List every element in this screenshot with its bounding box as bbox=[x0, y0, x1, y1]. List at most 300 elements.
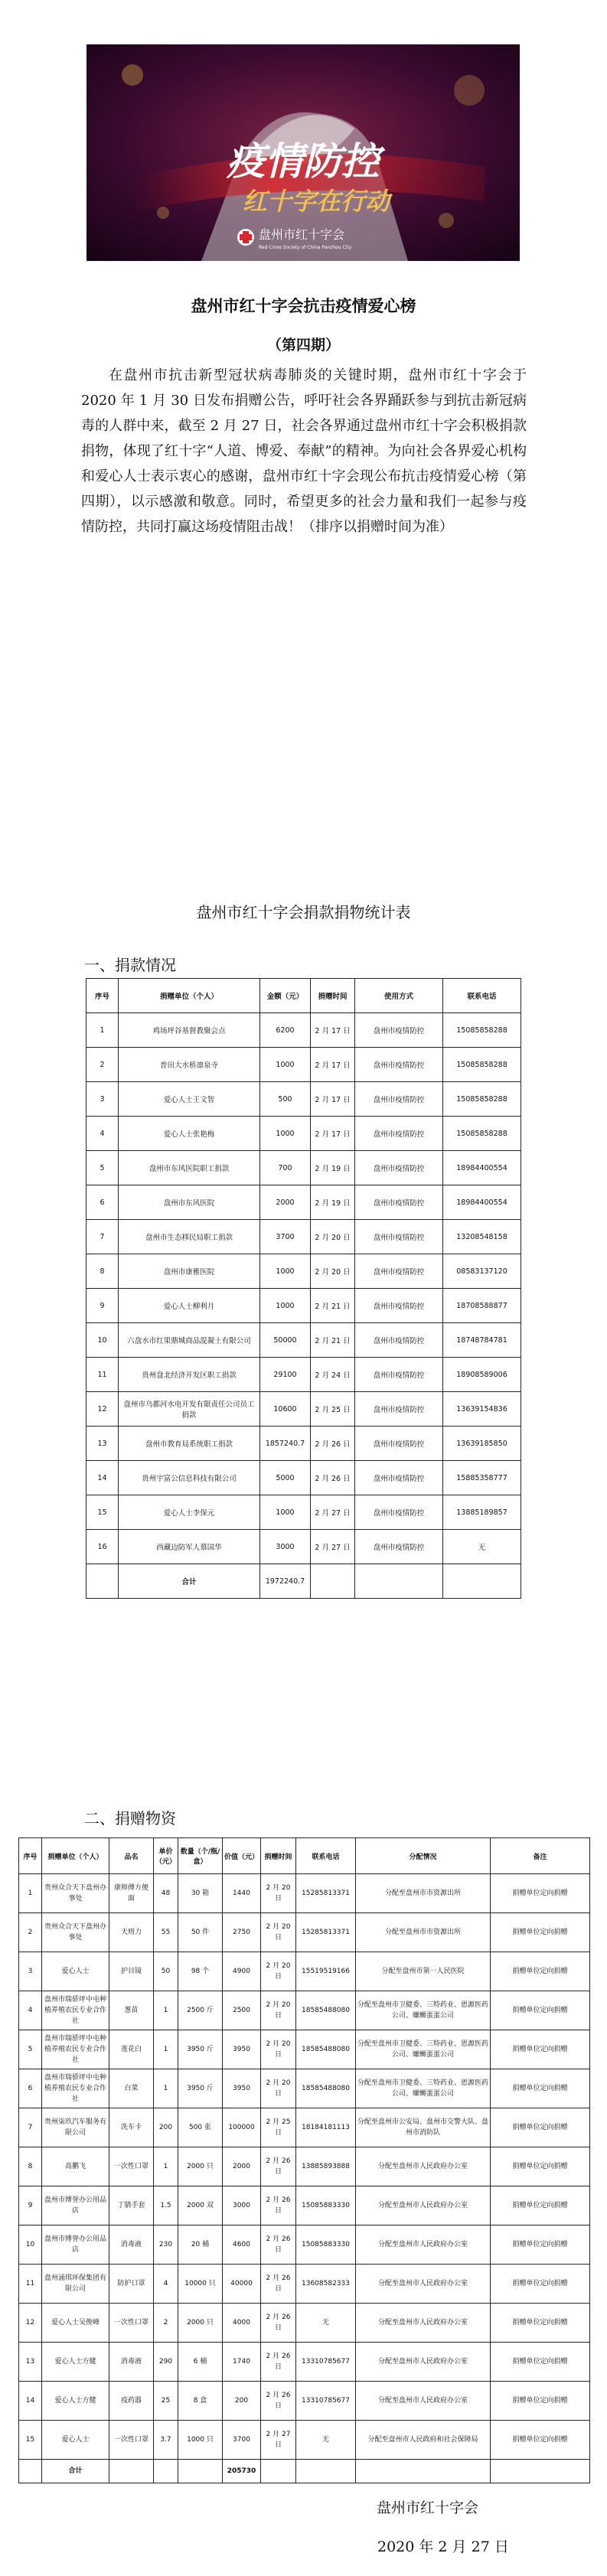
table-row bbox=[19, 1874, 590, 1913]
materials-table bbox=[18, 1837, 590, 2483]
table-cell: 2 月 26 日 bbox=[261, 2225, 296, 2265]
table-cell: 2 月 20 日 bbox=[311, 1220, 355, 1254]
table-row bbox=[19, 1991, 590, 2030]
table-cell: 2 月 25 日 bbox=[261, 2108, 296, 2147]
table-cell: 盘州市疫情防控 bbox=[355, 1082, 443, 1117]
table-cell: 5 bbox=[86, 1151, 119, 1185]
table-cell: 4000 bbox=[223, 2304, 261, 2343]
header-banner bbox=[86, 44, 520, 261]
table-cell: 普田大水桥凛泉寺 bbox=[119, 1048, 260, 1082]
table-cell: 18908589006 bbox=[443, 1358, 521, 1392]
table-cell: 捐赠单位定向捐赠 bbox=[491, 1913, 590, 1952]
table-cell: 分配至盘州市卫健委、三特药业、恩源医药公司、螺蛳蛋蛋公司 bbox=[356, 2069, 491, 2108]
table-cell: 13310785677 bbox=[296, 2343, 356, 2382]
table-row bbox=[19, 2421, 590, 2460]
table-cell: 洗车卡 bbox=[109, 2108, 154, 2147]
table-cell: 2 月 26 日 bbox=[261, 2304, 296, 2343]
banner-org-name: 盘州市红十字会 bbox=[259, 227, 345, 242]
table-cell: 葱苗 bbox=[109, 1991, 154, 2030]
table-cell: 盘州市疫情防控 bbox=[355, 1358, 443, 1392]
table-cell: 3700 bbox=[260, 1220, 311, 1254]
table-cell: 捐赠单位定向捐赠 bbox=[491, 2421, 590, 2460]
table-cell: 2 月 25 日 bbox=[311, 1392, 355, 1427]
table-row bbox=[86, 1358, 521, 1392]
table-cell: 分配至盘州市卫健委、三特药业、恩源医药公司、螺蛳蛋蛋公司 bbox=[356, 1991, 491, 2030]
table-cell: 2000 只 bbox=[178, 2147, 223, 2186]
table-cell: 500 张 bbox=[178, 2108, 223, 2147]
table-cell: 10600 bbox=[260, 1392, 311, 1427]
table-cell: 2 月 27 日 bbox=[261, 2421, 296, 2460]
table-cell: 捐赠单位定向捐赠 bbox=[491, 2147, 590, 2186]
table-cell: 贵州宇富公信息科技有限公司 bbox=[119, 1461, 260, 1495]
table-cell: 2000 bbox=[260, 1185, 311, 1220]
table-cell: 10 bbox=[19, 2225, 42, 2265]
table-row bbox=[86, 1185, 521, 1220]
table-cell: 1440 bbox=[223, 1874, 261, 1913]
table-cell: 盘州市教育局系统职工捐款 bbox=[119, 1427, 260, 1461]
table-cell: 1000 bbox=[260, 1289, 311, 1323]
table-cell: 2 月 26 日 bbox=[261, 2343, 296, 2382]
table-cell: 20 桶 bbox=[178, 2225, 223, 2265]
table-cell: 6 桶 bbox=[178, 2343, 223, 2382]
column-header: 捐赠单位（个人） bbox=[119, 979, 260, 1013]
table-cell: 230 bbox=[154, 2225, 178, 2265]
table-cell: 贵州众合天下盘州办事处 bbox=[42, 1913, 109, 1952]
table-cell: 2 月 20 日 bbox=[261, 1991, 296, 2030]
table-cell: 16 bbox=[86, 1530, 119, 1564]
table-cell: 15085858288 bbox=[443, 1013, 521, 1048]
table-cell: 2 bbox=[154, 2304, 178, 2343]
table-cell: 15085858288 bbox=[443, 1048, 521, 1082]
table-row bbox=[86, 1289, 521, 1323]
table-cell: 1 bbox=[154, 2030, 178, 2069]
banner-sub-text: 红十字在行动 bbox=[242, 187, 390, 216]
table-cell: 2 月 26 日 bbox=[311, 1461, 355, 1495]
table-cell: 盘州市疫情防控 bbox=[355, 1117, 443, 1151]
table-cell: 1 bbox=[86, 1013, 119, 1048]
table-cell: 5000 bbox=[260, 1461, 311, 1495]
table-cell: 3950 斤 bbox=[178, 2030, 223, 2069]
table-cell: 4 bbox=[86, 1117, 119, 1151]
table-row bbox=[86, 1323, 521, 1358]
table-cell: 盘州市疫情防控 bbox=[355, 1013, 443, 1048]
total-row bbox=[86, 1564, 521, 1599]
table-cell: 盘州市疫情防控 bbox=[355, 1323, 443, 1358]
table-cell: 12 bbox=[86, 1392, 119, 1427]
table-row bbox=[86, 1530, 521, 1564]
table-cell: 1.5 bbox=[154, 2186, 178, 2225]
table-cell bbox=[86, 1564, 119, 1599]
table-cell: 康师傅方便面 bbox=[109, 1874, 154, 1913]
table-cell: 48 bbox=[154, 1874, 178, 1913]
banner-org-name-en: Red Cross Society of China Panzhou City bbox=[259, 245, 352, 250]
table-cell: 15085858288 bbox=[443, 1082, 521, 1117]
table-cell: 防护口罩 bbox=[109, 2265, 154, 2304]
table-cell: 贵州柒玖汽车服务有限公司 bbox=[42, 2108, 109, 2147]
table-cell: 爱心人士李保元 bbox=[119, 1495, 260, 1530]
table-cell: 分配至盘州市人民政府和社会保障局 bbox=[356, 2421, 491, 2460]
table-cell: 14 bbox=[19, 2382, 42, 2421]
table-cell: 捐赠单位定向捐赠 bbox=[491, 2069, 590, 2108]
table-cell: 3 bbox=[19, 1952, 42, 1991]
table-row bbox=[19, 1952, 590, 1991]
table-cell: 18585488080 bbox=[296, 1991, 356, 2030]
table-cell: 15085883330 bbox=[296, 2225, 356, 2265]
table-cell: 290 bbox=[154, 2343, 178, 2382]
column-header: 价值（元） bbox=[223, 1838, 261, 1874]
column-header: 捐赠单位（个人） bbox=[42, 1838, 109, 1874]
table-header-row bbox=[19, 1838, 590, 1874]
table-cell: 盘州市东风医院职工捐款 bbox=[119, 1151, 260, 1185]
table-cell: 捐赠单位定向捐赠 bbox=[491, 1874, 590, 1913]
table-cell: 盘州市疫情防控 bbox=[355, 1185, 443, 1220]
table-cell bbox=[19, 2460, 42, 2483]
table-cell: 分配至盘州市人民政府办公室 bbox=[356, 2304, 491, 2343]
table-cell: 捐赠单位定向捐赠 bbox=[491, 1952, 590, 1991]
table-cell: 2 bbox=[19, 1913, 42, 1952]
table-cell: 18184181113 bbox=[296, 2108, 356, 2147]
table-cell: 2 月 17 日 bbox=[311, 1013, 355, 1048]
table-cell: 4 bbox=[154, 2265, 178, 2304]
table-cell: 50 件 bbox=[178, 1913, 223, 1952]
column-header: 备注 bbox=[491, 1838, 590, 1874]
table-cell: 消毒液 bbox=[109, 2343, 154, 2382]
table-cell: 盘州市疫情防控 bbox=[355, 1530, 443, 1564]
table-cell: 3 bbox=[86, 1082, 119, 1117]
table-cell: 分配至盘州市人民政府办公室 bbox=[356, 2225, 491, 2265]
table-cell: 贵州盘北经济开发区职工捐款 bbox=[119, 1358, 260, 1392]
table-cell: 分配至盘州市人民政府办公室 bbox=[356, 2265, 491, 2304]
table-cell: 18708588877 bbox=[443, 1289, 521, 1323]
column-header: 单价（元） bbox=[154, 1838, 178, 1874]
banner-artwork bbox=[86, 44, 520, 261]
table-cell: 盘州涌琪环保集团有限公司 bbox=[42, 2265, 109, 2304]
table-cell: 200 bbox=[154, 2108, 178, 2147]
table-cell: 7 bbox=[19, 2108, 42, 2147]
table-cell: 一次性口罩 bbox=[109, 2147, 154, 2186]
table-cell: 2 bbox=[86, 1048, 119, 1082]
table-cell: 分配至盘州市第一人民医院 bbox=[356, 1952, 491, 1991]
table-cell: 捐赠单位定向捐赠 bbox=[491, 2030, 590, 2069]
section-heading-donations: 一、捐款情况 bbox=[84, 956, 176, 974]
table-cell: 13 bbox=[86, 1427, 119, 1461]
column-header: 分配情况 bbox=[356, 1838, 491, 1874]
table-row bbox=[86, 1220, 521, 1254]
table-cell: 捐赠单位定向捐赠 bbox=[491, 2382, 590, 2421]
table-cell: 18585488080 bbox=[296, 2069, 356, 2108]
table-cell: 9 bbox=[19, 2186, 42, 2225]
table-cell: 15885358777 bbox=[443, 1461, 521, 1495]
table-cell: 6 bbox=[19, 2069, 42, 2108]
table-cell: 捐赠单位定向捐赠 bbox=[491, 2186, 590, 2225]
table-row bbox=[19, 2069, 590, 2108]
table-cell: 15285813371 bbox=[296, 1913, 356, 1952]
table-cell: 2 月 26 日 bbox=[261, 2147, 296, 2186]
table-cell: 13 bbox=[19, 2343, 42, 2382]
table-cell: 3950 bbox=[223, 2069, 261, 2108]
total-label: 合计 bbox=[119, 1564, 260, 1599]
table-cell: 盘州市瑞骄坪中屯种植养殖农民专业合作社 bbox=[42, 2069, 109, 2108]
table-cell: 2 月 20 日 bbox=[261, 2030, 296, 2069]
table-cell: 盘州市疫情防控 bbox=[355, 1289, 443, 1323]
table-cell: 2000 bbox=[223, 2147, 261, 2186]
table-cell: 分配至盘州市市资源出所 bbox=[356, 1874, 491, 1913]
banner-main-text: 疫情防控 bbox=[227, 139, 380, 184]
column-header: 品名 bbox=[109, 1838, 154, 1874]
statistics-title: 盘州市红十字会捐款捐物统计表 bbox=[196, 903, 411, 921]
table-cell: 疫药器 bbox=[109, 2382, 154, 2421]
table-cell: 2 月 27 日 bbox=[311, 1530, 355, 1564]
table-cell: 分配至盘州市公安局、盘州市交警大队、盘州市消防队 bbox=[356, 2108, 491, 2147]
table-cell: 4 bbox=[19, 1991, 42, 2030]
table-cell bbox=[178, 2460, 223, 2483]
table-cell: 2000 只 bbox=[178, 2304, 223, 2343]
table-cell: 15 bbox=[19, 2421, 42, 2460]
table-cell: 10 bbox=[86, 1323, 119, 1358]
table-cell: 30 箱 bbox=[178, 1874, 223, 1913]
table-cell: 2 月 21 日 bbox=[311, 1289, 355, 1323]
table-cell: 15085858288 bbox=[443, 1117, 521, 1151]
table-cell: 1000 bbox=[260, 1495, 311, 1530]
table-cell: 盘州市瑞骄坪中屯种植养殖农民专业合作社 bbox=[42, 2030, 109, 2069]
table-row bbox=[86, 1082, 521, 1117]
table-cell: 13208548158 bbox=[443, 1220, 521, 1254]
table-cell: 盘州市疫情防控 bbox=[355, 1220, 443, 1254]
table-cell: 25 bbox=[154, 2382, 178, 2421]
table-cell: 2 月 20 日 bbox=[261, 1874, 296, 1913]
table-cell: 无 bbox=[296, 2304, 356, 2343]
table-cell: 2 月 20 日 bbox=[261, 1952, 296, 1991]
table-cell: 15285813371 bbox=[296, 1874, 356, 1913]
table-row bbox=[19, 2147, 590, 2186]
table-cell: 14 bbox=[86, 1461, 119, 1495]
signature-org: 盘州市红十字会 bbox=[377, 2499, 479, 2516]
table-cell: 18585488080 bbox=[296, 2030, 356, 2069]
table-cell: 50000 bbox=[260, 1323, 311, 1358]
table-row bbox=[19, 1913, 590, 1952]
table-cell: 爱心人士 bbox=[42, 2421, 109, 2460]
table-cell: 18748784781 bbox=[443, 1323, 521, 1358]
total-value: 205730 bbox=[223, 2460, 261, 2483]
table-cell: 3000 bbox=[260, 1530, 311, 1564]
total-label: 合计 bbox=[42, 2460, 109, 2483]
table-cell: 爱心人士吴俊峰 bbox=[42, 2304, 109, 2343]
table-row bbox=[19, 2343, 590, 2382]
table-row bbox=[86, 1013, 521, 1048]
table-cell: 11 bbox=[19, 2265, 42, 2304]
table-cell: 分配至盘州市人民政府办公室 bbox=[356, 2382, 491, 2421]
table-cell: 1000 bbox=[260, 1117, 311, 1151]
table-row bbox=[86, 1427, 521, 1461]
column-header: 使用方式 bbox=[355, 979, 443, 1013]
table-cell: 盘州市东风医院 bbox=[119, 1185, 260, 1220]
table-cell: 盘州市疫情防控 bbox=[355, 1427, 443, 1461]
table-cell: 29100 bbox=[260, 1358, 311, 1392]
table-cell: 55 bbox=[154, 1913, 178, 1952]
table-cell: 一次性口罩 bbox=[109, 2304, 154, 2343]
table-cell: 分配至盘州市人民政府办公室 bbox=[356, 2186, 491, 2225]
table-cell: 50 bbox=[154, 1952, 178, 1991]
table-row bbox=[86, 1048, 521, 1082]
table-cell: 2 月 19 日 bbox=[311, 1185, 355, 1220]
table-row bbox=[19, 2382, 590, 2421]
table-cell bbox=[443, 1564, 521, 1599]
table-cell: 无 bbox=[443, 1530, 521, 1564]
table-cell: 盘州市乌都河水电开发有限责任公司员工捐款 bbox=[119, 1392, 260, 1427]
table-cell: 2750 bbox=[223, 1913, 261, 1952]
table-cell: 盘州市疫情防控 bbox=[355, 1461, 443, 1495]
table-cell: 贵州众合天下盘州办事处 bbox=[42, 1874, 109, 1913]
table-row bbox=[86, 1461, 521, 1495]
table-cell: 1000 只 bbox=[178, 2421, 223, 2460]
table-cell: 8 bbox=[19, 2147, 42, 2186]
page-subtitle: （第四期） bbox=[266, 337, 340, 354]
table-cell: 1857240.7 bbox=[260, 1427, 311, 1461]
table-cell: 天则力 bbox=[109, 1913, 154, 1952]
table-cell: 700 bbox=[260, 1151, 311, 1185]
column-header: 捐赠时间 bbox=[261, 1838, 296, 1874]
column-header: 捐赠时间 bbox=[311, 979, 355, 1013]
table-row bbox=[86, 1392, 521, 1427]
donation-table bbox=[86, 978, 521, 1599]
table-cell: 1 bbox=[154, 1991, 178, 2030]
table-cell: 一次性口罩 bbox=[109, 2421, 154, 2460]
table-cell bbox=[261, 2460, 296, 2483]
table-cell: 爱心人士王文智 bbox=[119, 1082, 260, 1117]
table-row bbox=[19, 2225, 590, 2265]
table-cell: 7 bbox=[86, 1220, 119, 1254]
table-cell: 500 bbox=[260, 1082, 311, 1117]
red-cross-logo-icon bbox=[237, 229, 254, 246]
table-cell: 15085883330 bbox=[296, 2186, 356, 2225]
signature-date: 2020 年 2 月 27 日 bbox=[377, 2539, 509, 2555]
column-header: 联系电话 bbox=[296, 1838, 356, 1874]
page-title: 盘州市红十字会抗击疫情爱心榜 bbox=[191, 296, 416, 315]
table-cell: 98 个 bbox=[178, 1952, 223, 1991]
table-cell: 1 bbox=[19, 1874, 42, 1913]
table-cell: 2 月 17 日 bbox=[311, 1048, 355, 1082]
table-cell: 13639185850 bbox=[443, 1427, 521, 1461]
table-cell: 18984400554 bbox=[443, 1185, 521, 1220]
table-cell: 盘州市疫情防控 bbox=[355, 1048, 443, 1082]
table-cell: 2000 双 bbox=[178, 2186, 223, 2225]
table-cell: 无 bbox=[296, 2421, 356, 2460]
table-cell: 2 月 26 日 bbox=[261, 2186, 296, 2225]
table-cell: 盘州市瑞骄坪中屯种植养殖农民专业合作社 bbox=[42, 1991, 109, 2030]
table-cell: 3700 bbox=[223, 2421, 261, 2460]
table-row bbox=[86, 1151, 521, 1185]
intro-paragraph: 在盘州市抗击新型冠状病毒肺炎的关键时期，盘州市红十字会于 2020 年 1 月 30 日发布捐赠公告，呼吁社会各界踊跃参与到抗击新冠病毒的人群中来，截至 2 月 27 日，社会各界通过盘州市红十字会积极捐款捐物，体现了红十字“人道、博爱、奉献”的精神。为向社会各界爱心机构和爱心人士表示衷心的感谢，盘州市红十字会现公布抗击疫情爱心榜（第四期），以示感激和敬意。同时，希望更多的社会力量和我们一起参与疫情防控，共同打赢这场疫情阻击战！（排序以捐赠时间为准） bbox=[81, 367, 527, 535]
table-cell bbox=[109, 2460, 154, 2483]
table-cell bbox=[355, 1564, 443, 1599]
table-cell bbox=[296, 2460, 356, 2483]
table-cell: 4900 bbox=[223, 1952, 261, 1991]
table-cell: 爱心人士方健 bbox=[42, 2382, 109, 2421]
table-cell: 高鹏飞 bbox=[42, 2147, 109, 2186]
table-cell: 15 bbox=[86, 1495, 119, 1530]
table-cell: 盘州市疫情防控 bbox=[355, 1495, 443, 1530]
column-header: 联系电话 bbox=[443, 979, 521, 1013]
table-cell: 护目镜 bbox=[109, 1952, 154, 1991]
table-cell: 白菜 bbox=[109, 2069, 154, 2108]
column-header: 序号 bbox=[86, 979, 119, 1013]
table-cell: 13608582333 bbox=[296, 2265, 356, 2304]
table-row bbox=[19, 2030, 590, 2069]
table-cell bbox=[154, 2460, 178, 2483]
table-cell: 2 月 26 日 bbox=[311, 1427, 355, 1461]
table-cell: 6200 bbox=[260, 1013, 311, 1048]
table-cell: 西藏边防军人慕国华 bbox=[119, 1530, 260, 1564]
table-cell: 莲花白 bbox=[109, 2030, 154, 2069]
table-cell: 13885893888 bbox=[296, 2147, 356, 2186]
table-cell: 盘州市生态移民局职工捐款 bbox=[119, 1220, 260, 1254]
table-cell bbox=[311, 1564, 355, 1599]
table-cell: 爱心人士张艳梅 bbox=[119, 1117, 260, 1151]
table-cell: 爱心人士方健 bbox=[42, 2343, 109, 2382]
table-cell: 盘州市疫情防控 bbox=[355, 1151, 443, 1185]
table-cell: 40000 bbox=[223, 2265, 261, 2304]
table-cell: 3.7 bbox=[154, 2421, 178, 2460]
table-cell: 200 bbox=[223, 2382, 261, 2421]
table-cell: 11 bbox=[86, 1358, 119, 1392]
table-cell: 捐赠单位定向捐赠 bbox=[491, 2304, 590, 2343]
table-row bbox=[19, 2265, 590, 2304]
table-cell: 3950 bbox=[223, 2030, 261, 2069]
table-cell: 捐赠单位定向捐赠 bbox=[491, 1991, 590, 2030]
table-cell: 2 月 20 日 bbox=[261, 1913, 296, 1952]
table-cell: 13639154836 bbox=[443, 1392, 521, 1427]
column-header: 金额（元） bbox=[260, 979, 311, 1013]
table-cell: 2 月 26 日 bbox=[261, 2382, 296, 2421]
table-cell: 13885189857 bbox=[443, 1495, 521, 1530]
table-cell: 爱心人士 bbox=[42, 1952, 109, 1991]
table-cell: 丁腈手套 bbox=[109, 2186, 154, 2225]
table-cell: 2500 bbox=[223, 1991, 261, 2030]
table-cell: 2 月 20 日 bbox=[311, 1254, 355, 1289]
table-cell: 捐赠单位定向捐赠 bbox=[491, 2108, 590, 2147]
table-cell: 10000 只 bbox=[178, 2265, 223, 2304]
column-header: 序号 bbox=[19, 1838, 42, 1874]
table-cell: 分配至盘州市人民政府办公室 bbox=[356, 2147, 491, 2186]
table-cell: 2 月 17 日 bbox=[311, 1117, 355, 1151]
table-cell: 1000 bbox=[260, 1254, 311, 1289]
total-value: 1972240.7 bbox=[260, 1564, 311, 1599]
table-cell: 1 bbox=[154, 2069, 178, 2108]
table-row bbox=[19, 2304, 590, 2343]
table-cell: 8 盒 bbox=[178, 2382, 223, 2421]
table-cell bbox=[356, 2460, 491, 2483]
table-cell: 盘州市疫情防控 bbox=[355, 1392, 443, 1427]
table-cell: 4600 bbox=[223, 2225, 261, 2265]
table-cell: 1 bbox=[154, 2147, 178, 2186]
table-cell: 捐赠单位定向捐赠 bbox=[491, 2343, 590, 2382]
table-cell: 1740 bbox=[223, 2343, 261, 2382]
table-cell: 2500 斤 bbox=[178, 1991, 223, 2030]
total-row bbox=[19, 2460, 590, 2483]
table-cell: 盘州市康雅医院 bbox=[119, 1254, 260, 1289]
table-cell: 13310785677 bbox=[296, 2382, 356, 2421]
table-cell: 2 月 17 日 bbox=[311, 1082, 355, 1117]
table-cell: 3000 bbox=[223, 2186, 261, 2225]
table-cell: 08583137120 bbox=[443, 1254, 521, 1289]
table-header-row bbox=[86, 979, 521, 1013]
table-cell: 爱心人士柳利月 bbox=[119, 1289, 260, 1323]
table-cell: 15519519166 bbox=[296, 1952, 356, 1991]
table-cell: 100000 bbox=[223, 2108, 261, 2147]
table-row bbox=[19, 2186, 590, 2225]
table-cell: 18984400554 bbox=[443, 1151, 521, 1185]
table-cell: 5 bbox=[19, 2030, 42, 2069]
